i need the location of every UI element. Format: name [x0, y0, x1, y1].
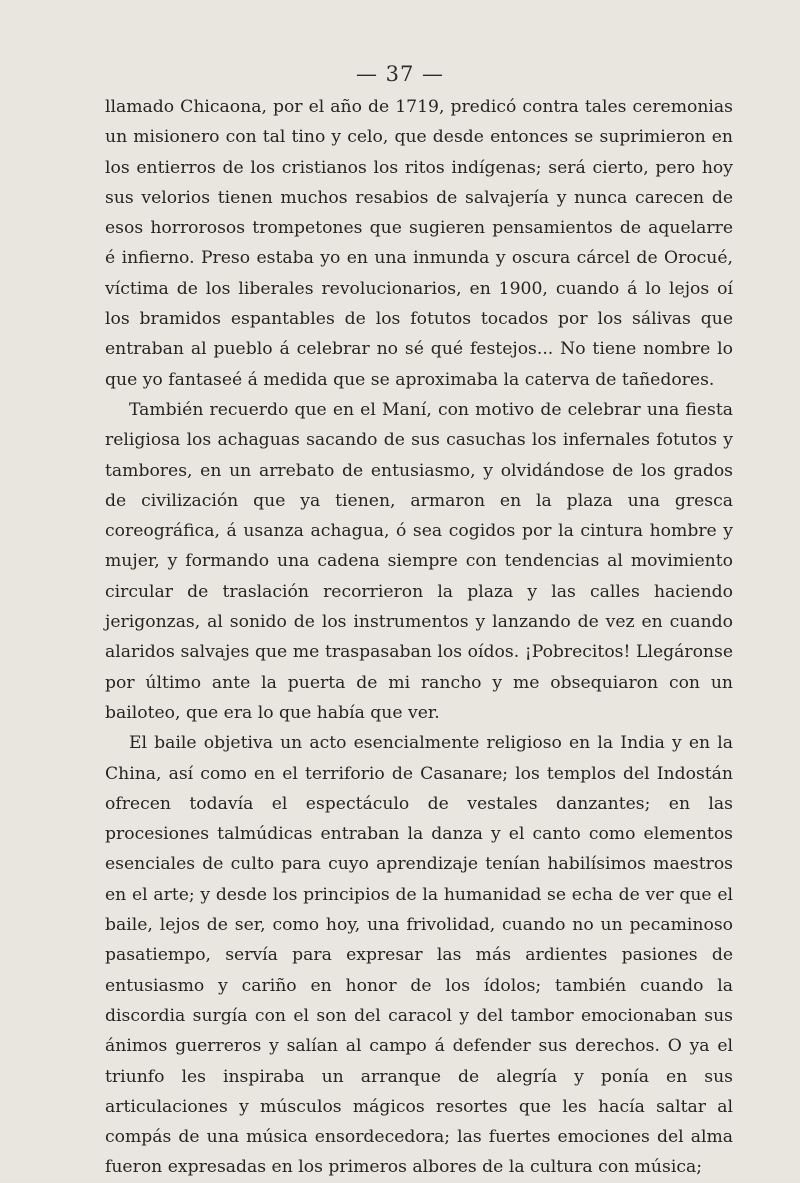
paragraph-2: También recuerdo que en el Maní, con motivo de celebrar una fiesta religiosa los achaguas sacando de sus casuchas los infernales fotutos y tambores, en un arrebato de entusiasmo, y olvidándose de los grados de civilización que ya tienen, armaron en la plaza una gresca coreográfica, á usanza achagua, ó sea cogidos por la cintura hombre y mujer, y formando una cadena siempre con tendencias al movimiento circular de traslación recorrieron la plaza y las calles haciendo jerigonzas, al sonido de los instrumentos y lanzando de vez en cuando alaridos salvajes que me traspasaban los oídos. ¡Pobrecitos! Llegáronse por último ante la puerta de mi rancho y me obsequiaron con un bailoteo, que era lo que había que ver. — [105, 399, 733, 723]
body-text — [105, 92, 733, 1183]
paragraph-3: El baile objetiva un acto esencialmente religioso en la India y en la China, así como en el terriforio de Casanare; los templos del Indostán ofrecen todavía el espectáculo de vestales danzantes; en las procesiones talmúdicas entraban la danza y el canto como elementos esenciales de culto para cuyo aprendizaje tenían habilísimos maestros en el arte; y desde los principios de la humanidad se echa de ver que el baile, lejos de ser, como hoy, una frivolidad, cuando no un pecaminoso pasatiempo, servía para expresar las más ardientes pasiones de entusiasmo y cariño en honor de los ídolos; también cuando la discordia surgía con el son del caracol y del tambor emocionaban sus ánimos guerreros y salían al campo á defender sus derechos. O ya el triunfo les inspiraba un arranque de alegría y ponía en sus articulaciones y músculos mágicos resortes que les hacía saltar al compás de una música ensordecedora; las fuertes emociones del alma fueron expresadas en los primeros albores de la cultura con música; — [105, 733, 733, 1178]
page-number-header: — 37 — — [355, 62, 445, 86]
paragraph-1: llamado Chicaona, por el año de 1719, predicó contra tales ceremonias un misionero con tal tino y celo, que desde entonces se suprimieron en los entierros de los cristianos los ritos indígenas; será cierto, pero hoy sus velorios tienen muchos resabios de salvajería y nunca carecen de esos horrorosos trompetones que sugieren pensamientos de aquelarre é infierno. Preso estaba yo en una inmunda y oscura cárcel de Orocué, víctima de los liberales revolucionarios, en 1900, cuando á lo lejos oí los bramidos espantables de los fotutos tocados por los sálivas que entraban al pueblo á celebrar no sé qué festejos... No tiene nombre lo que yo fantaseé á medida que se aproximaba la caterva de tañedores. — [105, 97, 733, 390]
